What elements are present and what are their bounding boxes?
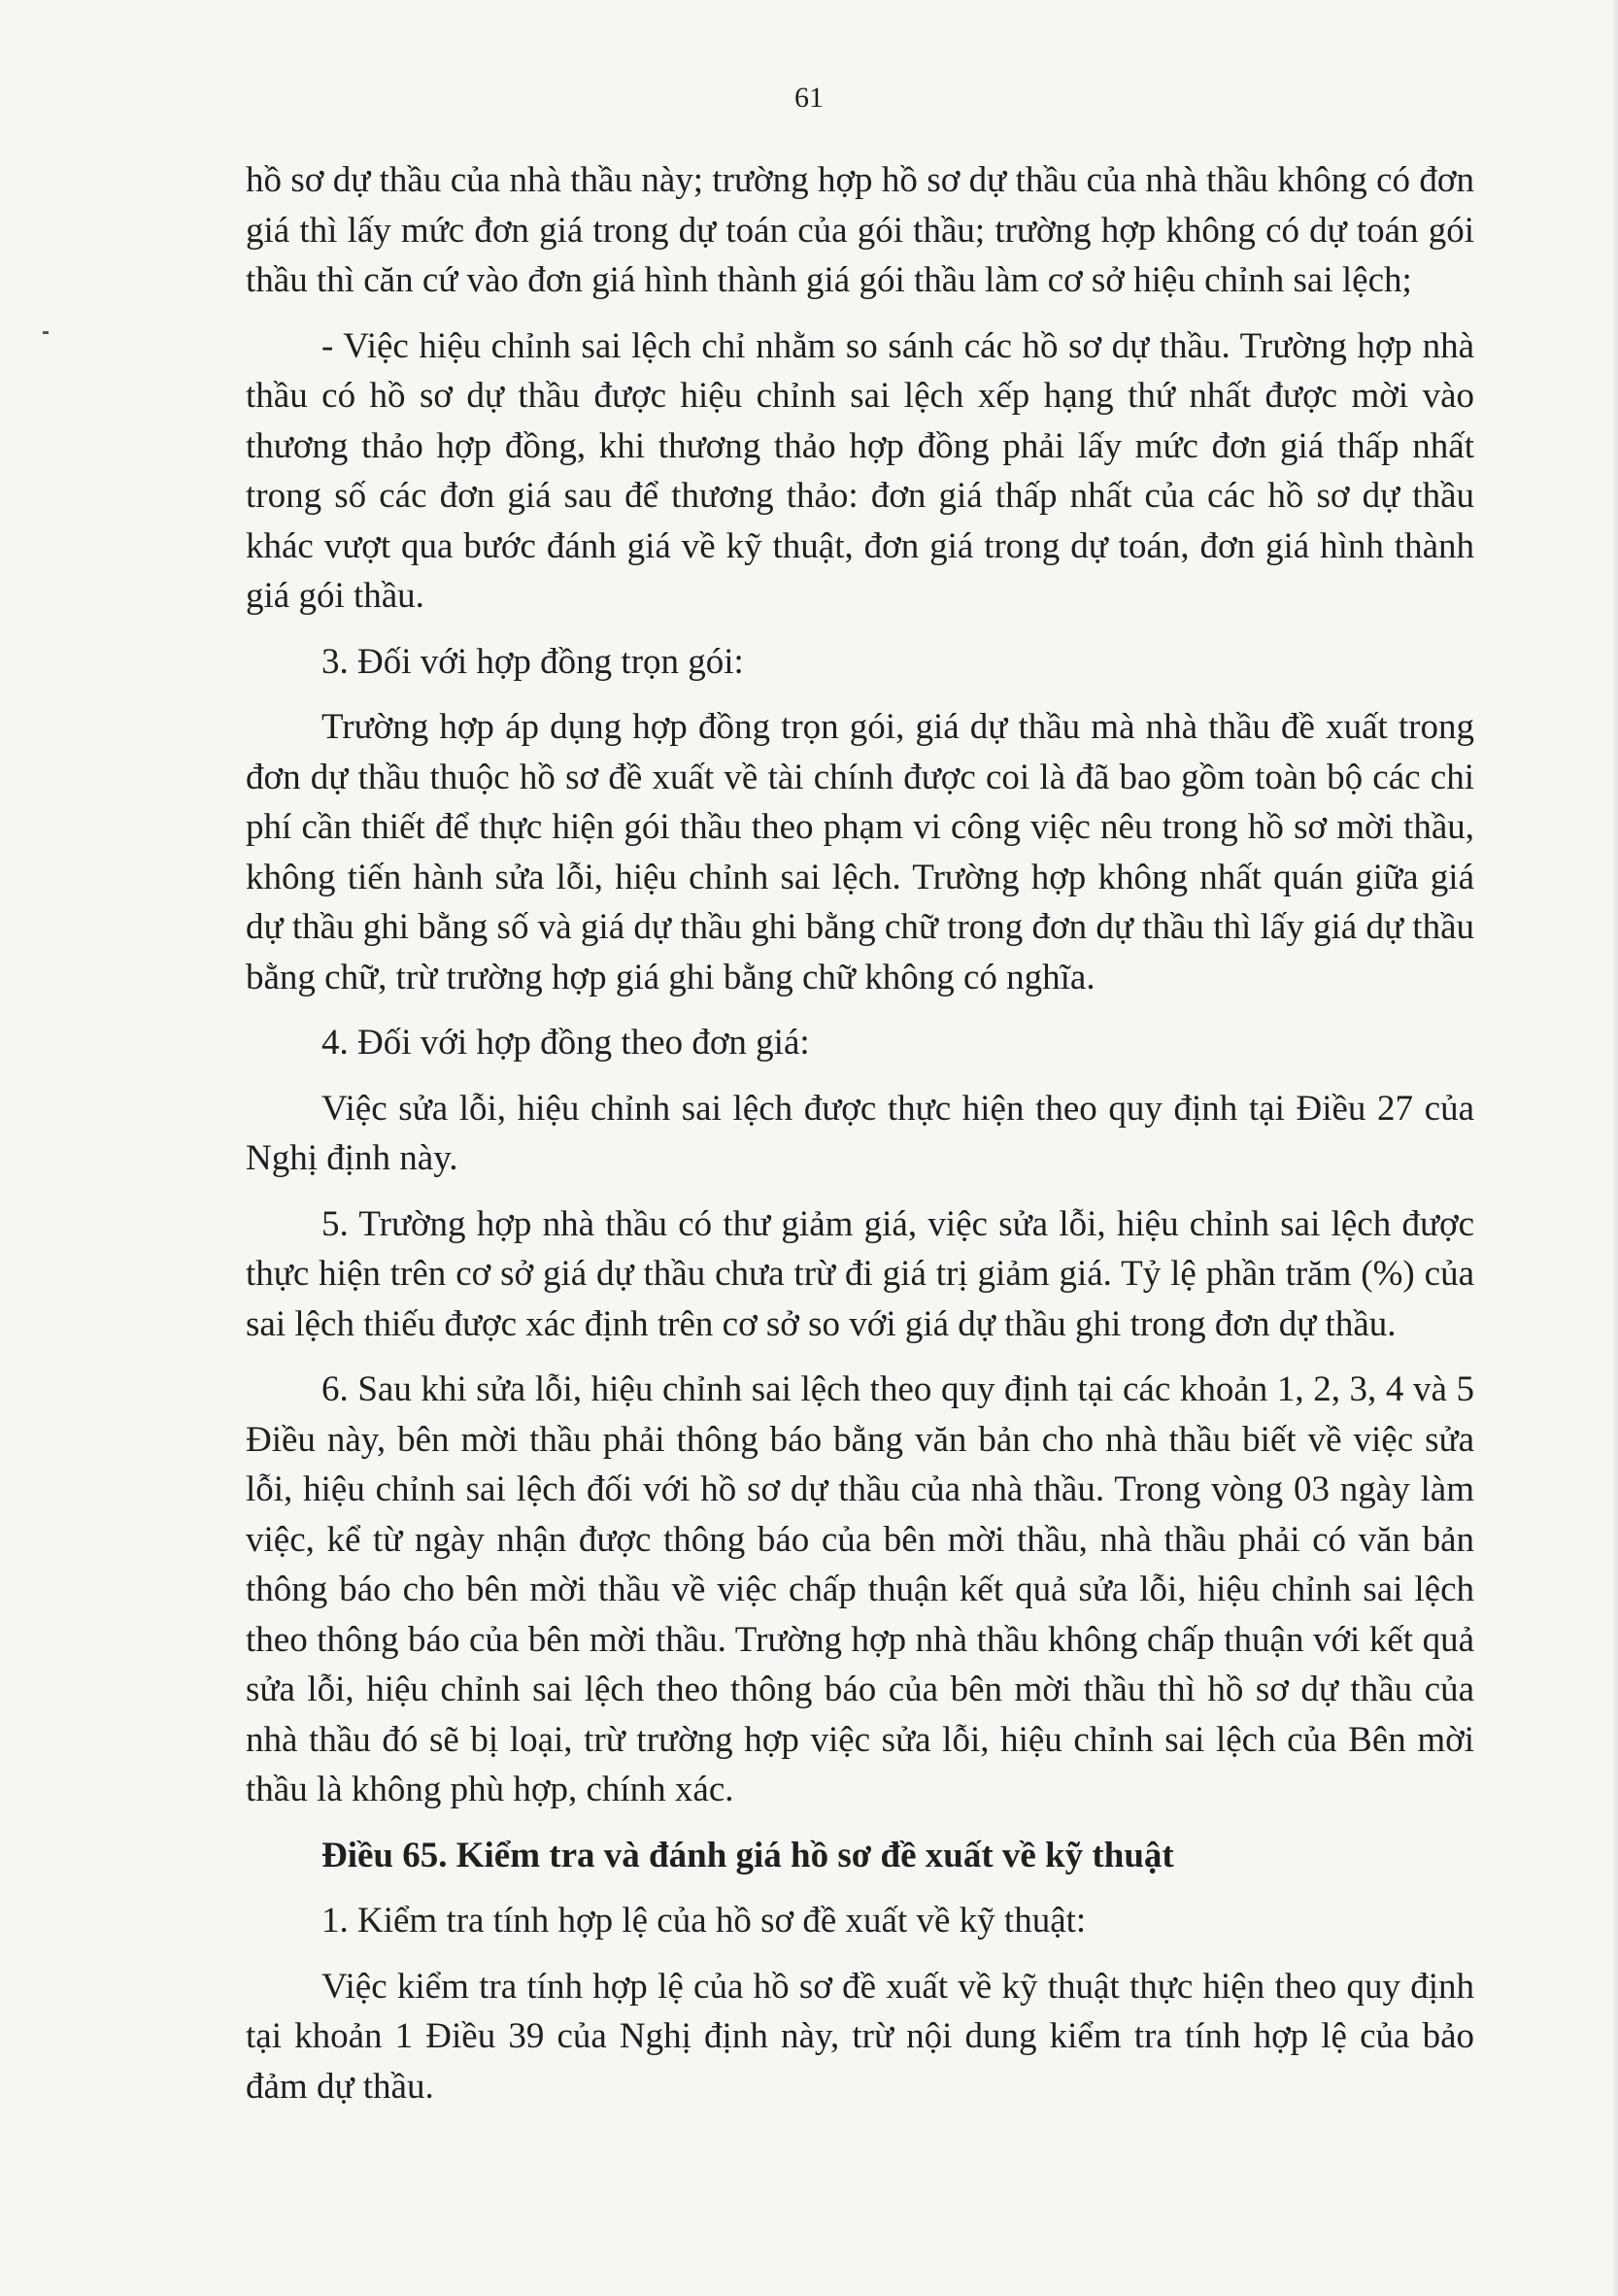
article-heading: Điều 65. Kiểm tra và đánh giá hồ sơ đề xuất về kỹ thuật xyxy=(321,1835,1174,1875)
page-edge-shadow xyxy=(1612,0,1618,2296)
paragraph-validity: Việc kiểm tra tính hợp lệ của hồ sơ đề xuất về kỹ thuật thực hiện theo quy định tại khoản 1 Điều 39 của Nghị định này, trừ nội dung kiểm tra tính hợp lệ của bảo đảm dự thầu. xyxy=(246,1966,1474,2107)
document-body xyxy=(246,155,1474,2111)
paragraph-discount: 5. Trường hợp nhà thầu có thư giảm giá, việc sửa lỗi, hiệu chỉnh sai lệch được thực hiện trên cơ sở giá dự thầu chưa trừ đi giá trị giảm giá. Tỷ lệ phần trăm (%) của sai lệch thiếu được xác định trên cơ sở so với giá dự thầu ghi trong đơn dự thầu. xyxy=(246,1203,1474,1344)
paragraph-continuation: hồ sơ dự thầu của nhà thầu này; trường hợp hồ sơ dự thầu của nhà thầu không có đơn giá thì lấy mức đơn giá trong dự toán của gói thầu; trường hợp không có dự toán gói thầu thì căn cứ vào đơn giá hình thành giá gói thầu làm cơ sở hiệu chỉnh sai lệch; xyxy=(246,160,1474,300)
section-heading-unit-price: 4. Đối với hợp đồng theo đơn giá: xyxy=(321,1023,810,1063)
paragraph-lump-sum: Trường hợp áp dụng hợp đồng trọn gói, giá dự thầu mà nhà thầu đề xuất trong đơn dự thầu thuộc hồ sơ đề xuất về tài chính được coi là đã bao gồm toàn bộ các chi phí cần thiết để thực hiện gói thầu theo phạm vi công việc nêu trong hồ sơ mời thầu, không tiến hành sửa lỗi, hiệu chỉnh sai lệch. Trường hợp không nhất quán giữa giá dự thầu ghi bằng số và giá dự thầu ghi bằng chữ trong đơn dự thầu thì lấy giá dự thầu bằng chữ, trừ trường hợp giá ghi bằng chữ không có nghĩa. xyxy=(246,707,1474,997)
paragraph-notification: 6. Sau khi sửa lỗi, hiệu chỉnh sai lệch theo quy định tại các khoản 1, 2, 3, 4 và 5 Điều này, bên mời thầu phải thông báo bằng văn bản cho nhà thầu biết về việc sửa lỗi, hiệu chỉnh sai lệch đối với hồ sơ dự thầu của nhà thầu. Trong vòng 03 ngày làm việc, kể từ ngày nhận được thông báo của bên mời thầu, nhà thầu phải có văn bản thông báo cho bên mời thầu về việc chấp thuận kết quả sửa lỗi, hiệu chỉnh sai lệch theo thông báo của bên mời thầu. Trường hợp nhà thầu không chấp thuận với kết quả sửa lỗi, hiệu chỉnh sai lệch theo thông báo của bên mời thầu thì hồ sơ dự thầu của nhà thầu đó sẽ bị loại, trừ trường hợp việc sửa lỗi, hiệu chỉnh sai lệch của Bên mời thầu là không phù hợp, chính xác. xyxy=(246,1369,1474,1809)
scan-mark xyxy=(43,331,49,334)
page-number: 61 xyxy=(794,82,824,114)
section-heading-lump-sum: 3. Đối với hợp đồng trọn gói: xyxy=(321,641,744,682)
section-heading-validity: 1. Kiểm tra tính hợp lệ của hồ sơ đề xuất về kỹ thuật: xyxy=(321,1901,1087,1941)
paragraph-unit-price: Việc sửa lỗi, hiệu chỉnh sai lệch được thực hiện theo quy định tại Điều 27 của Nghị định này. xyxy=(246,1088,1474,1178)
paragraph-deviation-note: - Việc hiệu chỉnh sai lệch chỉ nhằm so sánh các hồ sơ dự thầu. Trường hợp nhà thầu có hồ sơ dự thầu được hiệu chỉnh sai lệch xếp hạng thứ nhất được mời vào thương thảo hợp đồng, khi thương thảo hợp đồng phải lấy mức đơn giá thấp nhất trong số các đơn giá sau để thương thảo: đơn giá thấp nhất của các hồ sơ dự thầu khác vượt qua bước đánh giá về kỹ thuật, đơn giá trong dự toán, đơn giá hình thành giá gói thầu. xyxy=(246,325,1474,616)
